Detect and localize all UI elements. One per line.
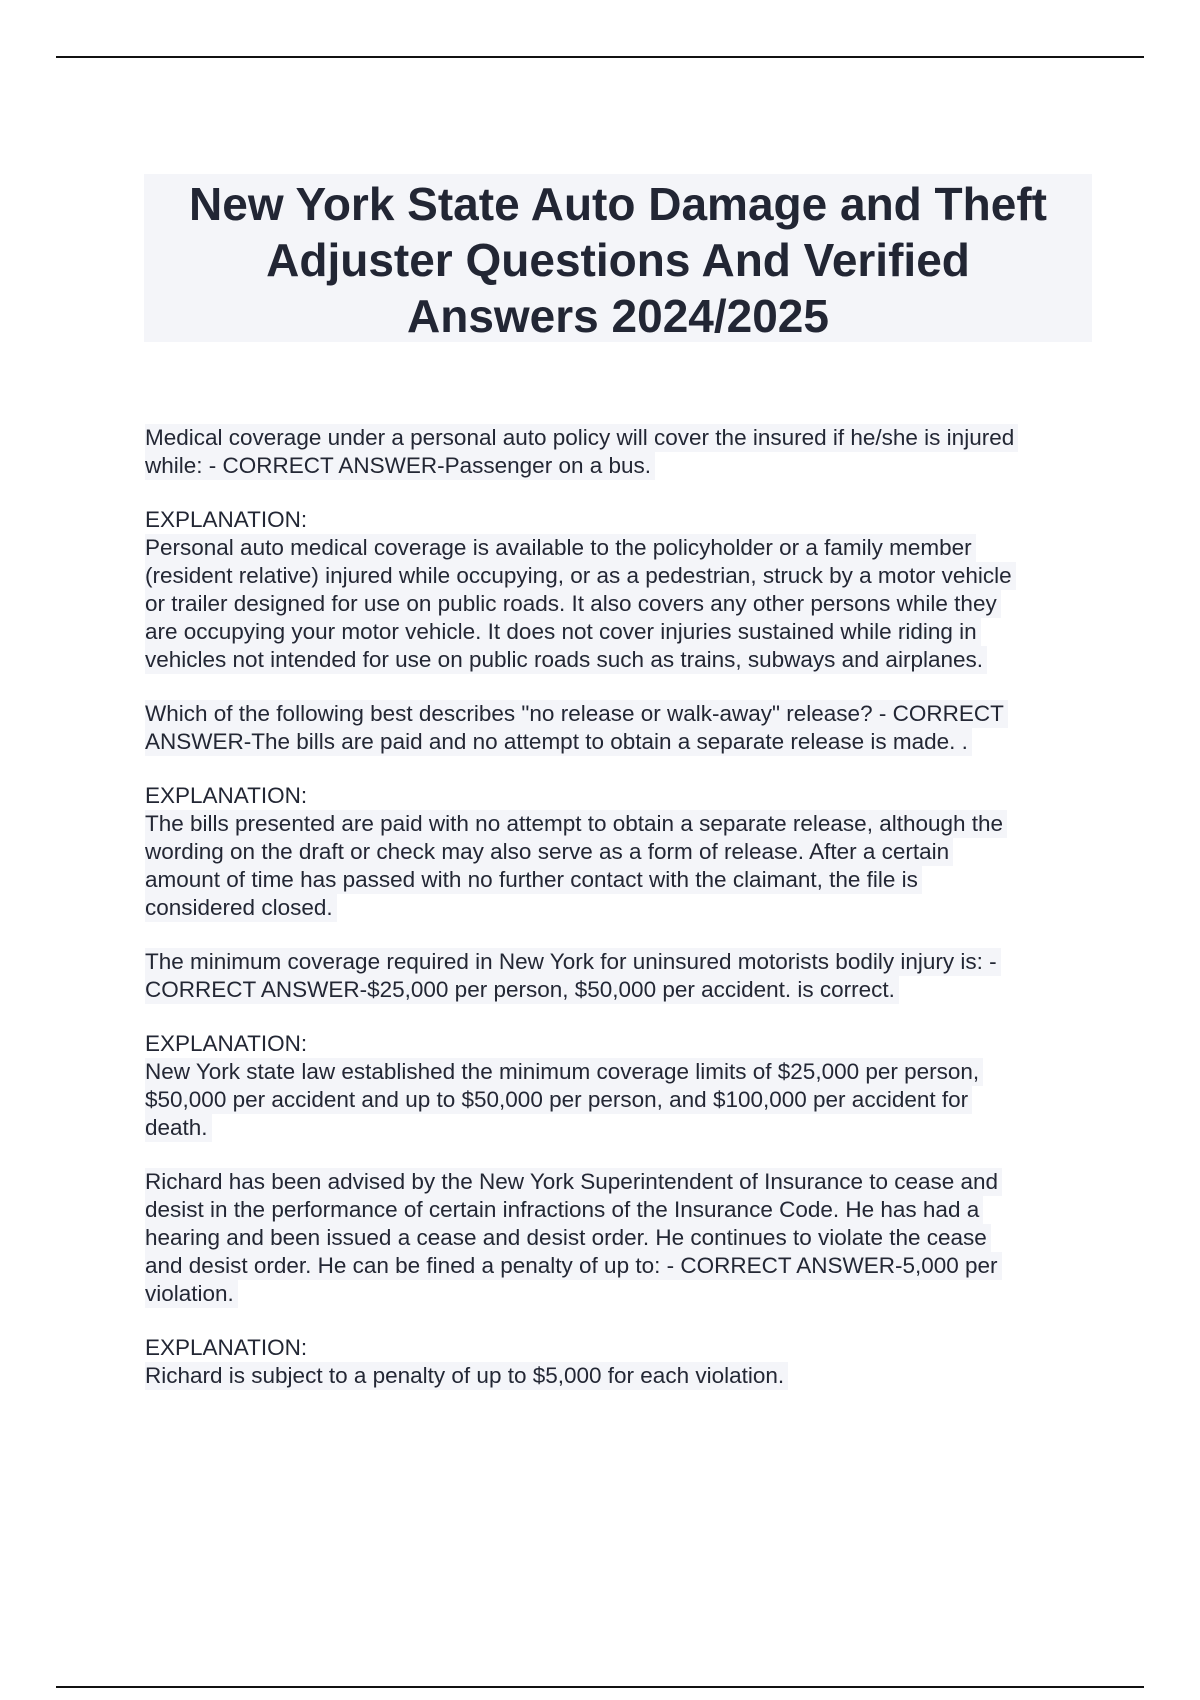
question-line: while: - CORRECT ANSWER-Passenger on a bus. [145, 452, 655, 480]
explanation-line: death. [145, 1114, 212, 1142]
title-line: New York State Auto Damage and Theft [189, 178, 1047, 230]
explanation-line: considered closed. [145, 894, 337, 922]
question-block [145, 948, 1085, 1004]
title-banner [144, 174, 1092, 342]
title-line: Adjuster Questions And Verified [266, 234, 970, 286]
title-line: Answers 2024/2025 [407, 290, 829, 342]
explanation-line: Personal auto medical coverage is available to the policyholder or a family member [145, 534, 976, 562]
explanation-line: New York state law established the minimum coverage limits of $25,000 per person, [145, 1058, 983, 1086]
explanation-label: EXPLANATION: [145, 783, 308, 808]
qa-content [145, 424, 1085, 1416]
explanation-line: are occupying your motor vehicle. It does not cover injuries sustained while riding in [145, 618, 981, 646]
explanation-block [145, 506, 1085, 674]
explanation-line: or trailer designed for use on public roads. It also covers any other persons while they [145, 590, 1001, 618]
question-block [145, 700, 1085, 756]
question-line: Which of the following best describes "no release or walk-away" release? - CORRECT [145, 700, 1008, 728]
question-block [145, 424, 1085, 480]
explanation-line: vehicles not intended for use on public roads such as trains, subways and airplanes. [145, 646, 987, 674]
explanation-line: $50,000 per accident and up to $50,000 per person, and $100,000 per accident for [145, 1086, 972, 1114]
explanation-label: EXPLANATION: [145, 507, 308, 532]
explanation-block [145, 782, 1085, 922]
explanation-block [145, 1334, 1085, 1390]
question-line: ANSWER-The bills are paid and no attempt to obtain a separate release is made. . [145, 728, 972, 756]
explanation-label: EXPLANATION: [145, 1031, 308, 1056]
explanation-label: EXPLANATION: [145, 1335, 308, 1360]
explanation-line: wording on the draft or check may also serve as a form of release. After a certain [145, 838, 953, 866]
explanation-line: The bills presented are paid with no attempt to obtain a separate release, although the [145, 810, 1007, 838]
question-line: desist in the performance of certain infractions of the Insurance Code. He has had a [145, 1196, 983, 1224]
header-rule [56, 56, 1144, 58]
question-line: and desist order. He can be fined a penalty of up to: - CORRECT ANSWER-5,000 per [145, 1252, 1002, 1280]
footer-rule [56, 1686, 1144, 1688]
document-title [144, 176, 1092, 344]
question-line: The minimum coverage required in New York for uninsured motorists bodily injury is: - [145, 948, 1001, 976]
question-line: CORRECT ANSWER-$25,000 per person, $50,000 per accident. is correct. [145, 976, 899, 1004]
question-block [145, 1168, 1085, 1308]
explanation-line: (resident relative) injured while occupying, or as a pedestrian, struck by a motor vehicle [145, 562, 1016, 590]
explanation-line: amount of time has passed with no further contact with the claimant, the file is [145, 866, 922, 894]
question-line: violation. [145, 1280, 238, 1308]
question-line: hearing and been issued a cease and desist order. He continues to violate the cease [145, 1224, 991, 1252]
question-line: Richard has been advised by the New York Superintendent of Insurance to cease and [145, 1168, 1002, 1196]
explanation-line: Richard is subject to a penalty of up to $5,000 for each violation. [145, 1362, 788, 1390]
explanation-block [145, 1030, 1085, 1142]
question-line: Medical coverage under a personal auto policy will cover the insured if he/she is injured [145, 424, 1018, 452]
